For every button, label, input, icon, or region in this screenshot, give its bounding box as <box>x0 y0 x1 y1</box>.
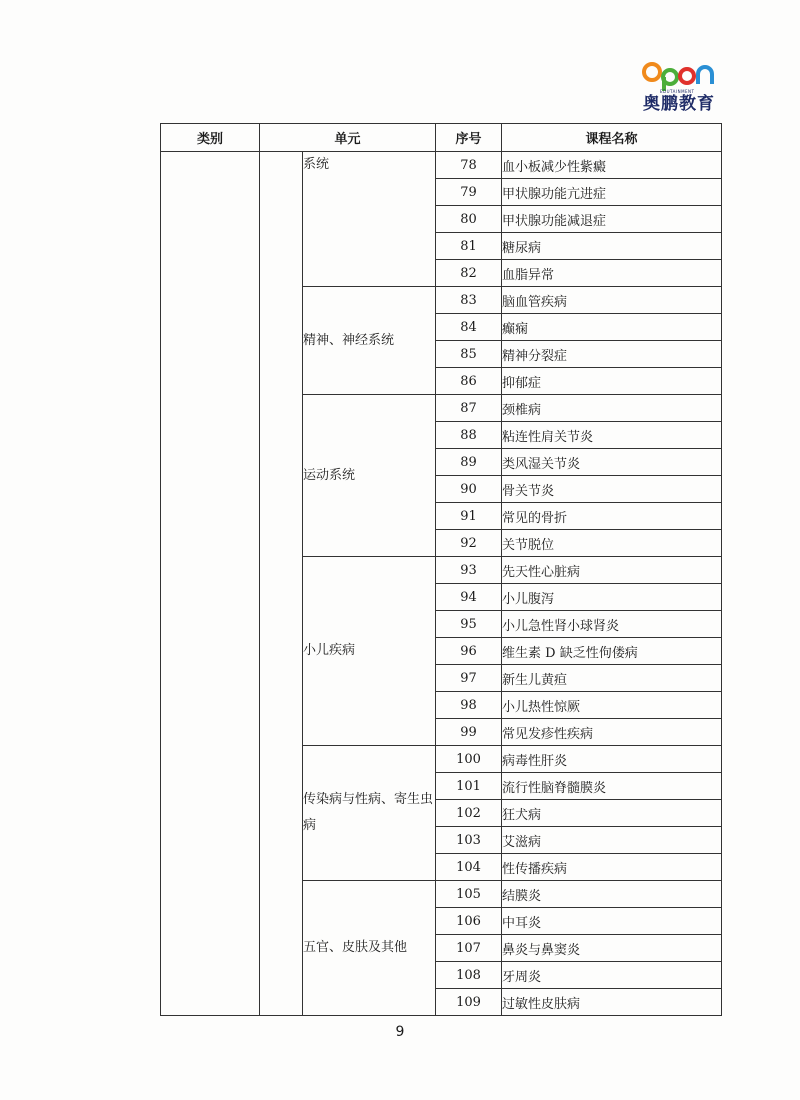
number-cell: 98 <box>436 692 502 719</box>
course-name-cell: 类风湿关节炎 <box>502 449 722 476</box>
course-name-cell: 先天性心脏病 <box>502 557 722 584</box>
number-cell: 78 <box>436 152 502 179</box>
course-name-cell: 过敏性皮肤病 <box>502 989 722 1016</box>
logo-brand-name: 奥鹏教育 <box>643 94 715 114</box>
unit-cell: 系统 <box>303 152 436 287</box>
course-name-cell: 常见的骨折 <box>502 503 722 530</box>
number-cell: 100 <box>436 746 502 773</box>
category-cell <box>161 152 260 1016</box>
unit-cell: 精神、神经系统 <box>303 287 436 395</box>
logo-subtitle: EDUTAINMENT <box>660 89 695 94</box>
number-cell: 108 <box>436 962 502 989</box>
number-cell: 80 <box>436 206 502 233</box>
course-name-cell: 糖尿病 <box>502 233 722 260</box>
number-cell: 104 <box>436 854 502 881</box>
course-name-cell: 病毒性肝炎 <box>502 746 722 773</box>
number-cell: 87 <box>436 395 502 422</box>
page-number: 9 <box>395 1024 405 1040</box>
course-name-cell: 甲状腺功能亢进症 <box>502 179 722 206</box>
course-name-cell: 关节脱位 <box>502 530 722 557</box>
course-name-cell: 血脂异常 <box>502 260 722 287</box>
course-name-cell: 精神分裂症 <box>502 341 722 368</box>
table-header-row <box>161 124 722 152</box>
course-name-cell: 鼻炎与鼻窦炎 <box>502 935 722 962</box>
course-name-cell: 结膜炎 <box>502 881 722 908</box>
number-cell: 93 <box>436 557 502 584</box>
number-cell: 102 <box>436 800 502 827</box>
unit-cell: 运动系统 <box>303 395 436 557</box>
unit-cell: 小儿疾病 <box>303 557 436 746</box>
header-number: 序号 <box>436 124 502 152</box>
course-name-cell: 性传播疾病 <box>502 854 722 881</box>
course-name-cell: 甲状腺功能减退症 <box>502 206 722 233</box>
course-name-cell: 维生素 D 缺乏性佝偻病 <box>502 638 722 665</box>
course-name-cell: 血小板减少性紫癜 <box>502 152 722 179</box>
course-name-cell: 中耳炎 <box>502 908 722 935</box>
number-cell: 88 <box>436 422 502 449</box>
course-table <box>160 123 722 1016</box>
number-cell: 82 <box>436 260 502 287</box>
course-name-cell: 小儿腹泻 <box>502 584 722 611</box>
course-name-cell: 脑血管疾病 <box>502 287 722 314</box>
course-name-cell: 粘连性肩关节炎 <box>502 422 722 449</box>
table-body <box>161 152 722 1016</box>
header-course: 课程名称 <box>502 124 722 152</box>
brand-logo <box>640 60 718 122</box>
number-cell: 101 <box>436 773 502 800</box>
number-cell: 85 <box>436 341 502 368</box>
unit-cell: 五官、皮肤及其他 <box>303 881 436 1016</box>
number-cell: 83 <box>436 287 502 314</box>
number-cell: 90 <box>436 476 502 503</box>
unit-spacer-cell <box>260 152 303 1016</box>
course-name-cell: 骨关节炎 <box>502 476 722 503</box>
number-cell: 105 <box>436 881 502 908</box>
course-name-cell: 艾滋病 <box>502 827 722 854</box>
number-cell: 103 <box>436 827 502 854</box>
number-cell: 81 <box>436 233 502 260</box>
number-cell: 97 <box>436 665 502 692</box>
course-name-cell: 狂犬病 <box>502 800 722 827</box>
number-cell: 92 <box>436 530 502 557</box>
number-cell: 107 <box>436 935 502 962</box>
number-cell: 106 <box>436 908 502 935</box>
course-name-cell: 小儿热性惊厥 <box>502 692 722 719</box>
course-name-cell: 颈椎病 <box>502 395 722 422</box>
number-cell: 99 <box>436 719 502 746</box>
number-cell: 96 <box>436 638 502 665</box>
number-cell: 84 <box>436 314 502 341</box>
course-name-cell: 牙周炎 <box>502 962 722 989</box>
number-cell: 91 <box>436 503 502 530</box>
number-cell: 94 <box>436 584 502 611</box>
course-name-cell: 抑郁症 <box>502 368 722 395</box>
number-cell: 95 <box>436 611 502 638</box>
header-unit: 单元 <box>260 124 436 152</box>
unit-cell: 传染病与性病、寄生虫病 <box>303 746 436 881</box>
course-name-cell: 流行性脑脊髓膜炎 <box>502 773 722 800</box>
course-name-cell: 癫痫 <box>502 314 722 341</box>
course-name-cell: 小儿急性肾小球肾炎 <box>502 611 722 638</box>
number-cell: 109 <box>436 989 502 1016</box>
number-cell: 89 <box>436 449 502 476</box>
number-cell: 79 <box>436 179 502 206</box>
header-category: 类别 <box>161 124 260 152</box>
table-row <box>161 152 722 179</box>
course-name-cell: 常见发疹性疾病 <box>502 719 722 746</box>
number-cell: 86 <box>436 368 502 395</box>
course-name-cell: 新生儿黄疸 <box>502 665 722 692</box>
